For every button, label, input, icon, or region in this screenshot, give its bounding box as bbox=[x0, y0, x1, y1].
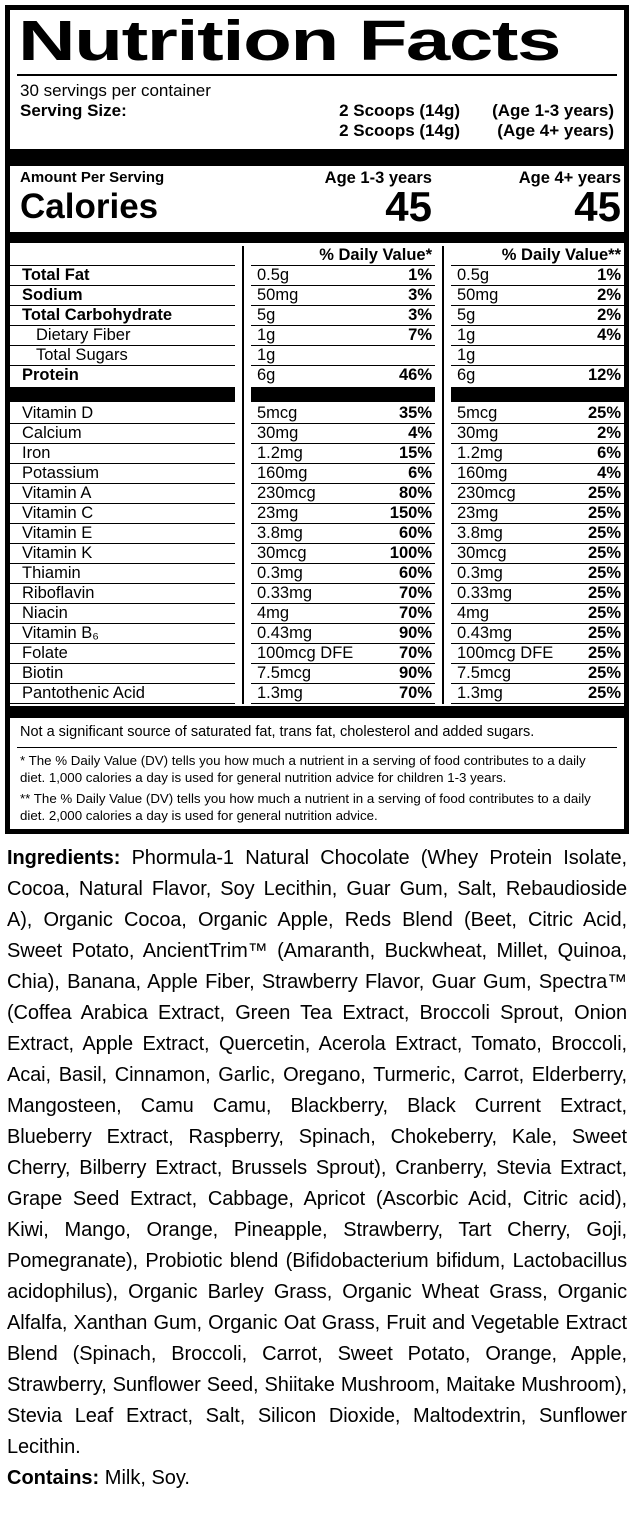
nutrient-name: Vitamin B₆ bbox=[10, 624, 235, 644]
nutrient-row bbox=[10, 504, 624, 524]
column-divider bbox=[235, 624, 251, 644]
nutrient-name: Vitamin A bbox=[10, 484, 235, 504]
nutrient-dv-age-4plus: 25% bbox=[537, 403, 624, 424]
column-divider bbox=[435, 346, 451, 366]
nutrient-amount-age-1-3: 0.3mg bbox=[251, 564, 343, 584]
nutrient-amount-age-1-3: 4mg bbox=[251, 604, 343, 624]
nutrient-amount-age-4plus: 0.43mg bbox=[451, 624, 537, 644]
nutrient-amount-age-4plus: 30mg bbox=[451, 424, 537, 444]
nutrient-name: Thiamin bbox=[10, 564, 235, 584]
nutrient-name: Protein bbox=[10, 366, 235, 387]
thick-separator-bar bbox=[10, 149, 624, 166]
nutrient-amount-age-1-3: 7.5mcg bbox=[251, 664, 343, 684]
column-header-age-1-3: Age 1-3 years bbox=[324, 169, 432, 187]
contains-label: Contains: bbox=[7, 1467, 100, 1489]
nutrient-dv-age-4plus: 25% bbox=[537, 664, 624, 684]
nutrient-row bbox=[10, 346, 624, 366]
nutrient-row bbox=[10, 664, 624, 684]
nutrient-dv-age-4plus: 2% bbox=[537, 424, 624, 444]
section-separator-bar bbox=[10, 386, 235, 403]
section-separator-bar bbox=[343, 386, 435, 403]
nutrient-dv-age-4plus bbox=[537, 346, 624, 366]
column-divider bbox=[435, 584, 451, 604]
nutrient-amount-age-1-3: 6g bbox=[251, 366, 343, 387]
nutrient-amount-age-4plus: 3.8mg bbox=[451, 524, 537, 544]
column-divider bbox=[435, 484, 451, 504]
daily-value-header-row bbox=[10, 246, 624, 266]
nutrient-dv-age-4plus: 12% bbox=[537, 366, 624, 387]
nutrient-name: Vitamin K bbox=[10, 544, 235, 564]
nutrient-amount-age-4plus: 1.2mg bbox=[451, 444, 537, 464]
nutrient-name: Pantothenic Acid bbox=[10, 684, 235, 704]
nutrient-row bbox=[10, 403, 624, 424]
nutrient-name: Riboflavin bbox=[10, 584, 235, 604]
nutrient-row bbox=[10, 266, 624, 286]
nutrient-name: Total Sugars bbox=[10, 346, 235, 366]
nutrient-name: Total Fat bbox=[10, 266, 235, 286]
nutrient-dv-age-4plus: 6% bbox=[537, 444, 624, 464]
nutrient-name: Calcium bbox=[10, 424, 235, 444]
nutrient-amount-age-1-3: 1g bbox=[251, 346, 343, 366]
column-divider bbox=[435, 306, 451, 326]
column-divider bbox=[435, 524, 451, 544]
nutrient-amount-age-1-3: 0.5g bbox=[251, 266, 343, 286]
nutrient-dv-age-4plus: 4% bbox=[537, 326, 624, 346]
amount-per-serving-label: Amount Per Serving bbox=[20, 169, 165, 186]
calories-label: Calories bbox=[20, 187, 159, 226]
nutrient-dv-age-1-3: 1% bbox=[343, 266, 435, 286]
nutrient-name: Sodium bbox=[10, 286, 235, 306]
nutrient-dv-age-1-3: 7% bbox=[343, 326, 435, 346]
nutrient-dv-age-1-3: 80% bbox=[343, 484, 435, 504]
nutrient-rows bbox=[10, 266, 624, 704]
nutrient-dv-age-1-3: 60% bbox=[343, 564, 435, 584]
nutrient-row bbox=[10, 484, 624, 504]
nutrient-dv-age-4plus: 25% bbox=[537, 564, 624, 584]
serving-size-age-group: (Age 4+ years) bbox=[497, 121, 614, 140]
nutrient-amount-age-1-3: 30mg bbox=[251, 424, 343, 444]
column-divider bbox=[435, 604, 451, 624]
serving-size-line bbox=[339, 121, 614, 141]
daily-value-header-2: % Daily Value** bbox=[451, 246, 624, 266]
nutrient-amount-age-4plus: 0.5g bbox=[451, 266, 537, 286]
nutrient-dv-age-1-3: 70% bbox=[343, 604, 435, 624]
nutrient-amount-age-4plus: 230mcg bbox=[451, 484, 537, 504]
nutrient-row bbox=[10, 306, 624, 326]
nutrient-name: Biotin bbox=[10, 664, 235, 684]
nutrient-name: Total Carbohydrate bbox=[10, 306, 235, 326]
column-divider bbox=[435, 564, 451, 584]
column-divider bbox=[235, 403, 251, 424]
nutrient-row bbox=[10, 524, 624, 544]
nutrition-facts-label bbox=[5, 5, 629, 834]
section-separator-bar bbox=[537, 386, 624, 403]
calories-value-age-1-3: 45 bbox=[385, 183, 432, 230]
section-separator-bar bbox=[251, 386, 343, 403]
column-divider bbox=[435, 366, 451, 387]
nutrient-amount-age-1-3: 30mcg bbox=[251, 544, 343, 564]
nutrient-dv-age-4plus: 1% bbox=[537, 266, 624, 286]
column-divider bbox=[235, 366, 251, 387]
ingredients-paragraph bbox=[7, 843, 627, 1463]
contains-text: Milk, Soy. bbox=[104, 1467, 190, 1489]
nutrient-amount-age-4plus: 1g bbox=[451, 346, 537, 366]
nutrient-row bbox=[10, 624, 624, 644]
footnote-age-1-3: * The % Daily Value (DV) tells you how much a nutrient in a serving of food contributes to a daily diet. 1,000 calories a day is used for general nutrition advice for children 1-3 years. bbox=[20, 753, 586, 785]
nutrient-row bbox=[10, 424, 624, 444]
nutrient-amount-age-4plus: 30mcg bbox=[451, 544, 537, 564]
nutrient-amount-age-4plus: 0.3mg bbox=[451, 564, 537, 584]
nutrient-amount-age-4plus: 6g bbox=[451, 366, 537, 387]
nutrient-dv-age-1-3: 90% bbox=[343, 664, 435, 684]
column-divider bbox=[235, 504, 251, 524]
nutrient-amount-age-4plus: 5mcg bbox=[451, 403, 537, 424]
nutrient-amount-age-4plus: 5g bbox=[451, 306, 537, 326]
nutrient-table-body bbox=[10, 246, 624, 266]
column-divider bbox=[235, 346, 251, 366]
nutrient-name: Niacin bbox=[10, 604, 235, 624]
nutrient-amount-age-1-3: 5g bbox=[251, 306, 343, 326]
nutrient-dv-age-4plus: 25% bbox=[537, 624, 624, 644]
nutrient-name: Vitamin E bbox=[10, 524, 235, 544]
nutrient-dv-age-1-3: 60% bbox=[343, 524, 435, 544]
nutrient-dv-age-1-3: 15% bbox=[343, 444, 435, 464]
serving-size-line bbox=[339, 101, 614, 121]
serving-size-values bbox=[339, 101, 614, 141]
nutrient-dv-age-1-3: 35% bbox=[343, 403, 435, 424]
columns-header-row bbox=[10, 166, 624, 187]
label-title-text: Nutrition Facts bbox=[18, 9, 561, 73]
column-divider bbox=[235, 246, 251, 266]
bottom-separator-bar bbox=[10, 706, 624, 718]
column-divider bbox=[235, 664, 251, 684]
nutrient-dv-age-1-3: 46% bbox=[343, 366, 435, 387]
nutrient-dv-age-4plus: 25% bbox=[537, 684, 624, 704]
column-divider bbox=[235, 544, 251, 564]
nutrient-amount-age-4plus: 0.33mg bbox=[451, 584, 537, 604]
nutrient-amount-age-4plus: 1.3mg bbox=[451, 684, 537, 704]
nutrient-dv-age-1-3: 70% bbox=[343, 644, 435, 664]
nutrient-row bbox=[10, 366, 624, 387]
column-divider bbox=[235, 484, 251, 504]
column-divider bbox=[435, 504, 451, 524]
nutrient-amount-age-1-3: 0.33mg bbox=[251, 584, 343, 604]
nutrient-row bbox=[10, 544, 624, 564]
calories-row bbox=[10, 183, 624, 230]
nutrient-dv-age-4plus: 25% bbox=[537, 484, 624, 504]
daily-value-header-1: % Daily Value* bbox=[251, 246, 435, 266]
nutrient-dv-age-4plus: 25% bbox=[537, 604, 624, 624]
column-divider bbox=[235, 584, 251, 604]
column-divider bbox=[435, 424, 451, 444]
nutrient-name: Folate bbox=[10, 644, 235, 664]
nutrient-table bbox=[10, 246, 624, 704]
footnote-rule bbox=[17, 747, 617, 748]
nutrient-amount-age-4plus: 4mg bbox=[451, 604, 537, 624]
nutrient-amount-age-1-3: 3.8mg bbox=[251, 524, 343, 544]
serving-size-label: Serving Size: bbox=[20, 101, 127, 120]
nutrient-dv-age-1-3: 100% bbox=[343, 544, 435, 564]
column-header-age-4plus: Age 4+ years bbox=[518, 169, 621, 187]
nutrient-dv-age-1-3: 3% bbox=[343, 286, 435, 306]
nutrient-amount-age-1-3: 230mcg bbox=[251, 484, 343, 504]
serving-size-age-group: (Age 1-3 years) bbox=[492, 101, 614, 120]
nutrient-amount-age-4plus: 50mg bbox=[451, 286, 537, 306]
label-title bbox=[10, 9, 624, 73]
nutrient-row bbox=[10, 326, 624, 346]
nutrient-amount-age-1-3: 160mg bbox=[251, 464, 343, 484]
column-divider bbox=[435, 444, 451, 464]
nutrient-dv-age-1-3: 6% bbox=[343, 464, 435, 484]
column-divider bbox=[435, 644, 451, 664]
nutrient-dv-age-4plus: 25% bbox=[537, 644, 624, 664]
nutrient-amount-age-1-3: 50mg bbox=[251, 286, 343, 306]
section-separator-bar bbox=[451, 386, 537, 403]
column-divider bbox=[435, 403, 451, 424]
header-spacer bbox=[10, 246, 235, 266]
column-divider bbox=[235, 326, 251, 346]
serving-size-amount: 2 Scoops (14g) bbox=[339, 101, 460, 120]
column-divider bbox=[435, 386, 451, 403]
nutrient-amount-age-1-3: 100mcg DFE bbox=[251, 644, 343, 664]
serving-size-amount: 2 Scoops (14g) bbox=[339, 121, 460, 140]
nutrient-amount-age-1-3: 5mcg bbox=[251, 403, 343, 424]
nutrient-name: Vitamin C bbox=[10, 504, 235, 524]
footnote-age-4plus: ** The % Daily Value (DV) tells you how much a nutrient in a serving of food contributes to a daily diet. 2,000 calories a day is used for general nutrition advice. bbox=[20, 791, 591, 823]
nutrient-amount-age-4plus: 7.5mcg bbox=[451, 664, 537, 684]
column-divider bbox=[435, 544, 451, 564]
column-divider bbox=[235, 306, 251, 326]
nutrient-row bbox=[10, 644, 624, 664]
nutrient-dv-age-1-3: 70% bbox=[343, 584, 435, 604]
nutrient-amount-age-1-3: 23mg bbox=[251, 504, 343, 524]
nutrient-dv-age-4plus: 25% bbox=[537, 504, 624, 524]
nutrient-dv-age-1-3: 3% bbox=[343, 306, 435, 326]
column-divider bbox=[235, 684, 251, 704]
nutrient-amount-age-1-3: 1.2mg bbox=[251, 444, 343, 464]
nutrient-amount-age-4plus: 1g bbox=[451, 326, 537, 346]
column-divider bbox=[435, 664, 451, 684]
nutrient-row bbox=[10, 564, 624, 584]
nutrient-dv-age-1-3: 4% bbox=[343, 424, 435, 444]
nutrient-dv-age-4plus: 2% bbox=[537, 306, 624, 326]
nutrient-dv-age-4plus: 25% bbox=[537, 524, 624, 544]
nutrient-row bbox=[10, 684, 624, 704]
section-separator-row bbox=[10, 386, 624, 403]
nutrient-dv-age-4plus: 4% bbox=[537, 464, 624, 484]
column-divider bbox=[435, 246, 451, 266]
nutrient-dv-age-4plus: 2% bbox=[537, 286, 624, 306]
nutrient-dv-age-1-3: 70% bbox=[343, 684, 435, 704]
nutrient-amount-age-1-3: 0.43mg bbox=[251, 624, 343, 644]
nutrient-amount-age-4plus: 23mg bbox=[451, 504, 537, 524]
nutrient-row bbox=[10, 444, 624, 464]
nutrient-row bbox=[10, 604, 624, 624]
nutrient-name: Potassium bbox=[10, 464, 235, 484]
medium-separator-bar bbox=[10, 232, 624, 243]
nutrient-name: Iron bbox=[10, 444, 235, 464]
column-divider bbox=[435, 266, 451, 286]
nutrient-dv-age-4plus: 25% bbox=[537, 544, 624, 564]
serving-size-row bbox=[10, 101, 624, 141]
calories-value-age-4plus: 45 bbox=[574, 183, 621, 230]
column-divider bbox=[235, 524, 251, 544]
nutrient-dv-age-1-3: 150% bbox=[343, 504, 435, 524]
column-divider bbox=[235, 266, 251, 286]
column-divider bbox=[235, 386, 251, 403]
nutrient-amount-age-1-3: 1.3mg bbox=[251, 684, 343, 704]
column-divider bbox=[435, 464, 451, 484]
column-divider bbox=[235, 444, 251, 464]
nutrient-row bbox=[10, 464, 624, 484]
nutrient-amount-age-4plus: 160mg bbox=[451, 464, 537, 484]
column-divider bbox=[235, 464, 251, 484]
contains-paragraph bbox=[7, 1463, 627, 1494]
nutrient-name: Dietary Fiber bbox=[10, 326, 235, 346]
column-divider bbox=[235, 564, 251, 584]
column-divider bbox=[235, 604, 251, 624]
nutrient-dv-age-1-3: 90% bbox=[343, 624, 435, 644]
column-divider bbox=[435, 684, 451, 704]
nutrient-row bbox=[10, 584, 624, 604]
nutrient-name: Vitamin D bbox=[10, 403, 235, 424]
column-divider bbox=[435, 286, 451, 306]
column-divider bbox=[235, 644, 251, 664]
not-significant-note: Not a significant source of saturated fat, trans fat, cholesterol and added sugars. bbox=[20, 724, 535, 740]
ingredients-text: Phormula-1 Natural Chocolate (Whey Protein Isolate, Cocoa, Natural Flavor, Soy Lecithin, Guar Gum, Salt, Rebaudioside A), Organic Cocoa, Organic Apple, Reds Blend (Beet, Citric Acid, Sweet Potato, AncientTrim™ (Amaranth, Buckwheat, Millet, Quinoa, Chia), Banana, Apple Fiber, Strawberry Flavor, Guar Gum, Spectra™ (Coffea Arabica Extract, Green Tea Extract, Broccoli Sprout, Onion Extract, Apple Extract, Quercetin, Acerola Extract, Tomato, Broccoli, Acai, Basil, Cinnamon, Garlic, Oregano, Turmeric, Carrot, Elderberry, Mangosteen, Camu Camu, Blackberry, Black Current Extract, Blueberry Extract, Raspberry, Spinach, Chokeberry, Kale, Sweet Cherry, Bilberry Extract, Brussels Sprout), Cranberry, Stevia Extract, Grape Seed Extract, Cabbage, Apricot (Ascorbic Acid, Citric acid), Kiwi, Mango, Orange, Pineapple, Strawberry, Tart Cherry, Goji, Pomegranate), Probiotic blend (Bifidobacterium bifidum, Lactobacillus acidophilus), Organic Barley Grass, Organic Wheat Grass, Organic Alfalfa, Xanthan Gum, Organic Oat Grass, Fruit and Vegetable Extract Blend (Spinach, Broccoli, Carrot, Sweet Potato, Orange, Apple, Strawberry, Sunflower Seed, Shiitake Mushroom, Maitake Mushroom), Stevia Leaf Extract, Salt, Silicon Dioxide, Maltodextrin, Sunflower Lecithin. bbox=[7, 847, 627, 1458]
ingredients-label: Ingredients: bbox=[7, 847, 121, 869]
nutrient-amount-age-4plus: 100mcg DFE bbox=[451, 644, 537, 664]
nutrient-dv-age-4plus: 25% bbox=[537, 584, 624, 604]
column-divider bbox=[235, 286, 251, 306]
nutrient-dv-age-1-3 bbox=[343, 346, 435, 366]
column-divider bbox=[235, 424, 251, 444]
nutrient-amount-age-1-3: 1g bbox=[251, 326, 343, 346]
column-divider bbox=[435, 326, 451, 346]
nutrient-row bbox=[10, 286, 624, 306]
column-divider bbox=[435, 624, 451, 644]
servings-per-container: 30 servings per container bbox=[20, 81, 211, 100]
